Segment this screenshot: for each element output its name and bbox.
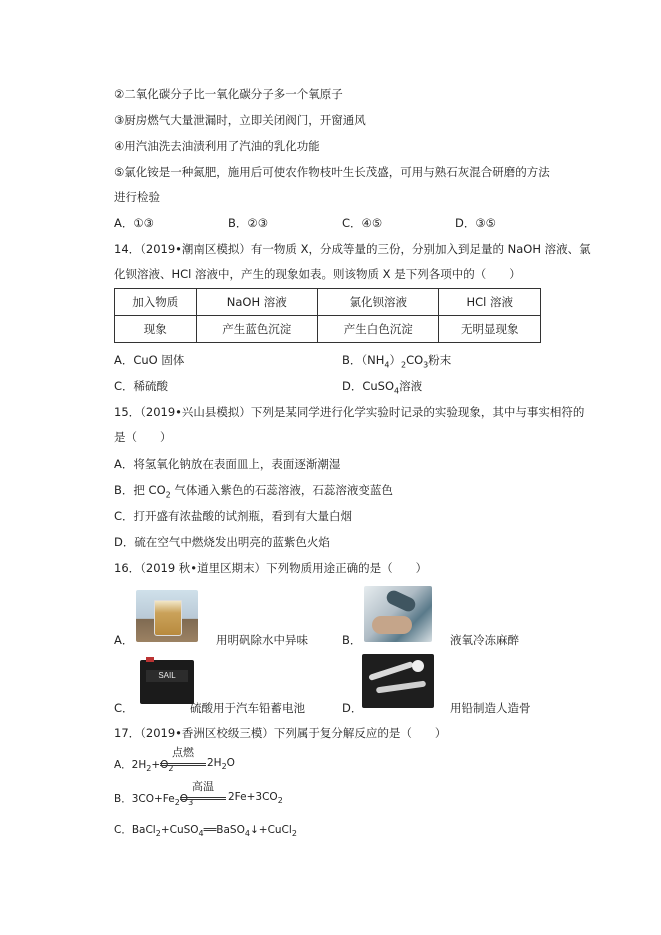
q17-stem: 17．（2019•香洲区校级三模）下列属于复分解反应的是（ ） [114, 726, 447, 740]
joint-ball-icon [412, 660, 424, 672]
q17-option-a-left: A．$2H_2+O_2$ [114, 759, 174, 774]
beaker-photo [136, 590, 198, 642]
q14-option-b: B．$(NH_4)_2CO_3$粉末 [342, 353, 452, 370]
nozzle-icon [384, 588, 417, 613]
q15-option-c: C．打开盛有浓盐酸的试剂瓶，看到有大量白烟 [114, 509, 353, 523]
q16-option-d-text: 用铅制造人造骨 [450, 701, 531, 715]
bone-implant-icon [376, 681, 426, 694]
q17-option-b-right: $2Fe+3CO_2$ [228, 791, 283, 806]
table-cell: 无明显现象 [439, 316, 541, 343]
cryotherapy-photo [364, 586, 432, 642]
q14-stem-line1: 14．（2019•潮南区模拟）有一物质 X，分成等量的三份，分别加入到足量的 NaOH 溶液、氯 [114, 242, 591, 256]
equals-sign [160, 763, 206, 766]
q13-statement-5-cont: 进行检验 [114, 190, 160, 204]
q17-option-a-right: $2H_2O$ [207, 757, 235, 772]
table-cell: 产生蓝色沉淀 [196, 316, 317, 343]
q13-option-d: D．③⑤ [455, 216, 496, 230]
battery-brand: SAIL [146, 670, 188, 682]
q16-option-c-text: 硫酸用于汽车铅蓄电池 [190, 701, 305, 715]
q13-statement-4: ④用汽油洗去油渍利用了汽油的乳化功能 [114, 139, 320, 153]
q15-option-a: A．将氢氧化钠放在表面皿上，表面逐渐潮湿 [114, 457, 341, 471]
q17-option-b-left: B．$3CO+Fe_2O_3$ [114, 793, 194, 808]
q14-phenomena-table [114, 288, 541, 343]
table-cell: HCl 溶液 [439, 289, 541, 316]
q15-option-d: D．硫在空气中燃烧发出明亮的蓝紫色火焰 [114, 535, 330, 549]
table-row [115, 316, 541, 343]
q17-option-b-condition: 高温 [192, 780, 214, 793]
q13-statement-2: ②二氧化碳分子比一氧化碳分子多一个氧原子 [114, 87, 343, 101]
car-battery-photo [136, 656, 198, 708]
hand-icon [372, 616, 412, 634]
equals-sign [180, 797, 226, 800]
table-cell: 氯化钡溶液 [318, 289, 439, 316]
q13-option-b: B．②③ [228, 216, 269, 230]
q16-stem: 16．（2019 秋•道里区期末）下列物质用途正确的是（ ） [114, 561, 428, 575]
q14-option-a: A．CuO 固体 [114, 353, 185, 367]
artificial-bone-photo [362, 654, 434, 708]
q14-option-c: C．稀硫酸 [114, 379, 169, 393]
q16-option-b-label: B． [342, 633, 362, 647]
q17-option-c: C．BaCl$_2$+CuSO$_4$══BaSO$_4$↓+CuCl$_2$ [114, 824, 297, 839]
q17-option-a-condition: 点燃 [172, 746, 194, 759]
q16-option-a-text: 用明矾除水中异味 [216, 633, 308, 647]
table-cell: NaOH 溶液 [196, 289, 317, 316]
q15-option-b: B．把 $CO_2$ 气体通入紫色的石蕊溶液，石蕊溶液变蓝色 [114, 483, 393, 500]
q14-stem-line2: 化钡溶液、HCl 溶液中，产生的现象如表。则该物质 X 是下列各项中的（ ） [114, 267, 521, 281]
q16-option-d-label: D． [342, 701, 363, 715]
q14-option-d: D．CuSO$_4$溶液 [342, 379, 423, 396]
q16-option-a-label: A． [114, 633, 134, 647]
table-cell: 产生白色沉淀 [318, 316, 439, 343]
q16-option-c-label: C． [114, 701, 134, 715]
beaker-icon [154, 600, 182, 636]
battery-icon [140, 660, 194, 704]
table-cell: 加入物质 [115, 289, 197, 316]
q13-option-c: C．④⑤ [342, 216, 383, 230]
q13-statement-3: ③厨房燃气大量泄漏时，立即关闭阀门，开窗通风 [114, 113, 366, 127]
q13-option-a: A．①③ [114, 216, 154, 230]
table-header-row [115, 289, 541, 316]
table-cell: 现象 [115, 316, 197, 343]
q15-stem-line1: 15．（2019•兴山县模拟）下列是某同学进行化学实验时记录的实验现象，其中与事实相符的 [114, 405, 585, 419]
bone-implant-icon [368, 661, 414, 681]
q16-option-b-text: 液氧冷冻麻醉 [450, 633, 519, 647]
q13-statement-5: ⑤氯化铵是一种氮肥，施用后可使农作物枝叶生长茂盛，可用与熟石灰混合研磨的方法 [114, 165, 550, 179]
terminal-icon [146, 657, 154, 662]
q15-stem-line2: 是（ ） [114, 430, 172, 444]
